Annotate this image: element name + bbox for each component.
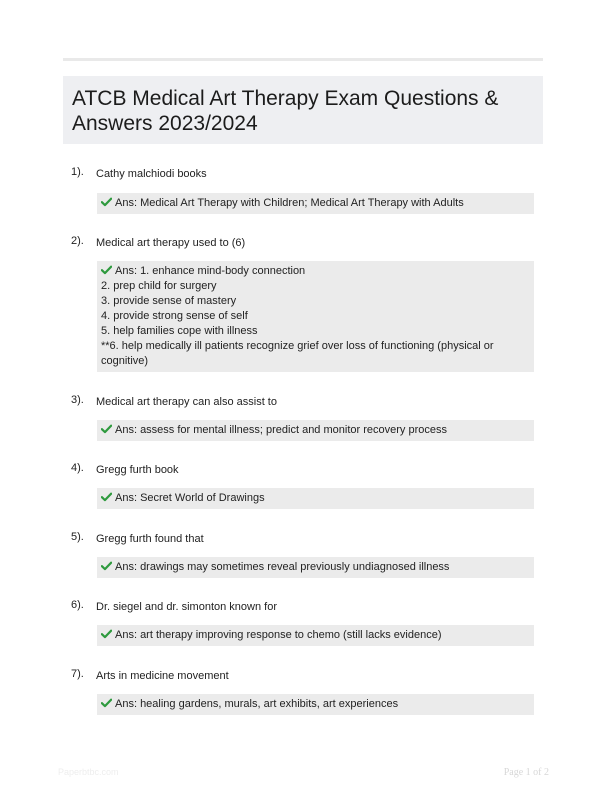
- answer-box: [97, 193, 534, 214]
- checkmark-icon: [101, 629, 112, 639]
- answer-line: [101, 560, 530, 575]
- answer-line: [101, 324, 530, 339]
- answer-text: Ans: assess for mental illness; predict and monitor recovery process: [115, 424, 447, 436]
- answer-text: 3. provide sense of mastery: [101, 295, 237, 307]
- answer-text: cognitive): [101, 355, 149, 367]
- question-text: Medical art therapy can also assist to: [96, 396, 277, 408]
- question-number: 7).: [71, 668, 84, 680]
- question-text: Dr. siegel and dr. simonton known for: [96, 601, 277, 613]
- answer-box: [97, 420, 534, 441]
- checkmark-icon: [101, 197, 112, 207]
- question-text: Gregg furth book: [96, 464, 179, 476]
- answer-text: Ans: art therapy improving response to chemo (still lacks evidence): [115, 629, 442, 641]
- answer-text: **6. help medically ill patients recognize grief over loss of functioning (physical or: [101, 340, 494, 352]
- answer-line: [101, 294, 530, 309]
- question-number: 4).: [71, 462, 84, 474]
- page-number: Page 1 of 2: [503, 767, 549, 778]
- page-title: [72, 86, 535, 136]
- answer-line: [101, 423, 530, 438]
- title-banner: [63, 76, 543, 144]
- answer-box: [97, 261, 534, 372]
- answer-text: 5. help families cope with illness: [101, 325, 258, 337]
- checkmark-icon: [101, 698, 112, 708]
- question-number: 3).: [71, 394, 84, 406]
- checkmark-icon: [101, 424, 112, 434]
- answer-text: Ans: 1. enhance mind-body connection: [115, 265, 306, 277]
- question-text: Arts in medicine movement: [96, 670, 229, 682]
- checkmark-icon: [101, 492, 112, 502]
- top-divider: [63, 58, 543, 61]
- question-text: Cathy malchiodi books: [96, 168, 207, 180]
- answer-text: Ans: healing gardens, murals, art exhibits, art experiences: [115, 698, 399, 710]
- answer-line: [101, 354, 530, 369]
- answer-text: 4. provide strong sense of self: [101, 310, 248, 322]
- answer-box: [97, 625, 534, 646]
- answer-line: [101, 264, 530, 279]
- answer-text: Ans: drawings may sometimes reveal previously undiagnosed illness: [115, 561, 450, 573]
- question-number: 2).: [71, 235, 84, 247]
- question-number: 6).: [71, 599, 84, 611]
- question-text: Medical art therapy used to (6): [96, 237, 246, 249]
- answer-line: [101, 279, 530, 294]
- checkmark-icon: [101, 561, 112, 571]
- answer-text: Ans: Medical Art Therapy with Children; Medical Art Therapy with Adults: [115, 197, 464, 209]
- answer-text: 2. prep child for surgery: [101, 280, 217, 292]
- question-number: 1).: [71, 166, 84, 178]
- page-title-line-2: Answers 2023/2024: [72, 112, 258, 135]
- answer-line: [101, 339, 530, 354]
- question-text: Gregg furth found that: [96, 533, 204, 545]
- answer-line: [101, 196, 530, 211]
- answer-box: [97, 488, 534, 509]
- footer-watermark: Paperbtbc.com: [58, 767, 119, 777]
- answer-line: [101, 697, 530, 712]
- question-number: 5).: [71, 531, 84, 543]
- answer-text: Ans: Secret World of Drawings: [115, 492, 265, 504]
- answer-box: [97, 557, 534, 578]
- answer-line: [101, 628, 530, 643]
- answer-box: [97, 694, 534, 715]
- answer-line: [101, 309, 530, 324]
- page-title-line-1: ATCB Medical Art Therapy Exam Questions &: [72, 87, 499, 110]
- checkmark-icon: [101, 265, 112, 275]
- answer-line: [101, 491, 530, 506]
